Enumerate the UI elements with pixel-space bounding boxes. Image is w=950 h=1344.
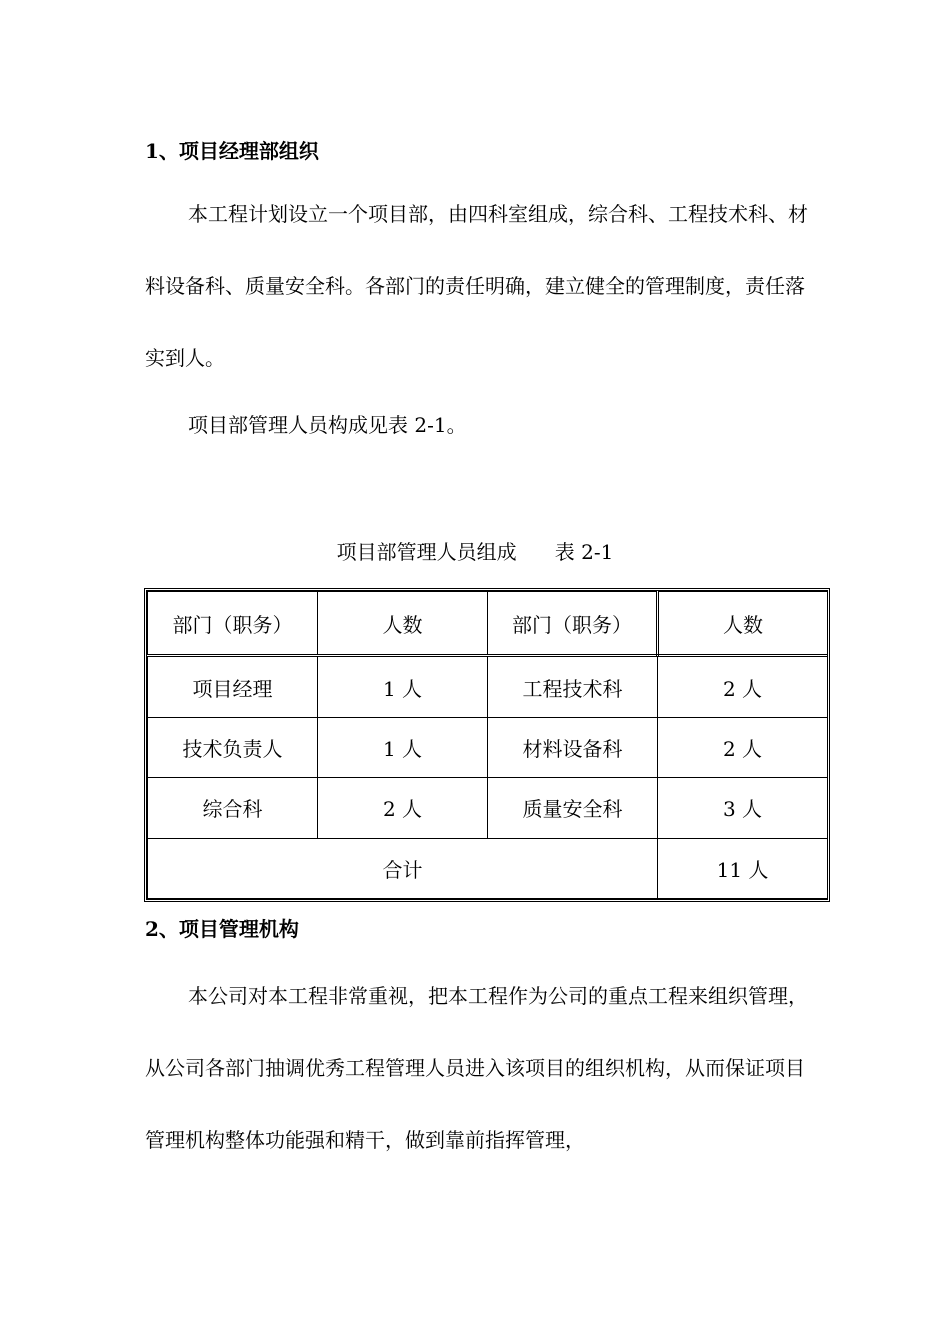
table-reference-text: 项目部管理人员构成见表 2-1。 [188, 413, 467, 437]
table-cell-count: 2 人 [658, 717, 828, 777]
table-cell-department: 工程技术科 [488, 656, 658, 717]
staff-table-frame [144, 588, 830, 902]
header-cell-count: 人数 [318, 592, 488, 656]
header-cell-count: 人数 [658, 592, 828, 656]
table-cell-count: 1 人 [318, 717, 488, 777]
section-2-paragraph: 本公司对本工程非常重视，把本工程作为公司的重点工程来组织管理，从公司各部门抽调优秀工程管理人员进入该项目的组织机构，从而保证项目管理机构整体功能强和精干，做到靠前指挥管理， [145, 984, 808, 1152]
table-cell-count: 2 人 [658, 656, 828, 717]
table-cell-department: 技术负责人 [148, 717, 318, 777]
staff-table [147, 591, 828, 899]
table-cell-count: 2 人 [318, 778, 488, 838]
header-cell-department: 部门（职务） [488, 592, 658, 656]
table-caption: 项目部管理人员组成 表 2-1 [336, 540, 614, 564]
table-row [148, 717, 828, 777]
table-cell-department: 质量安全科 [488, 778, 658, 838]
table-total-label: 合计 [148, 838, 658, 898]
table-cell-department: 项目经理 [148, 656, 318, 717]
table-row [148, 778, 828, 838]
section-2-heading: 2、项目管理机构 [145, 917, 299, 941]
table-cell-count: 1 人 [318, 656, 488, 717]
section-1-heading: 1、项目经理部组织 [145, 139, 319, 163]
section-1-paragraph: 本工程计划设立一个项目部，由四科室组成，综合科、工程技术科、材料设备科、质量安全科。各部门的责任明确，建立健全的管理制度，责任落实到人。 [145, 202, 808, 370]
table-header-row [148, 592, 828, 656]
table-total-value: 11 人 [658, 838, 828, 898]
table-cell-department: 综合科 [148, 778, 318, 838]
table-cell-count: 3 人 [658, 778, 828, 838]
table-cell-department: 材料设备科 [488, 717, 658, 777]
table-row [148, 656, 828, 717]
table-total-row [148, 838, 828, 898]
header-cell-department: 部门（职务） [148, 592, 318, 656]
